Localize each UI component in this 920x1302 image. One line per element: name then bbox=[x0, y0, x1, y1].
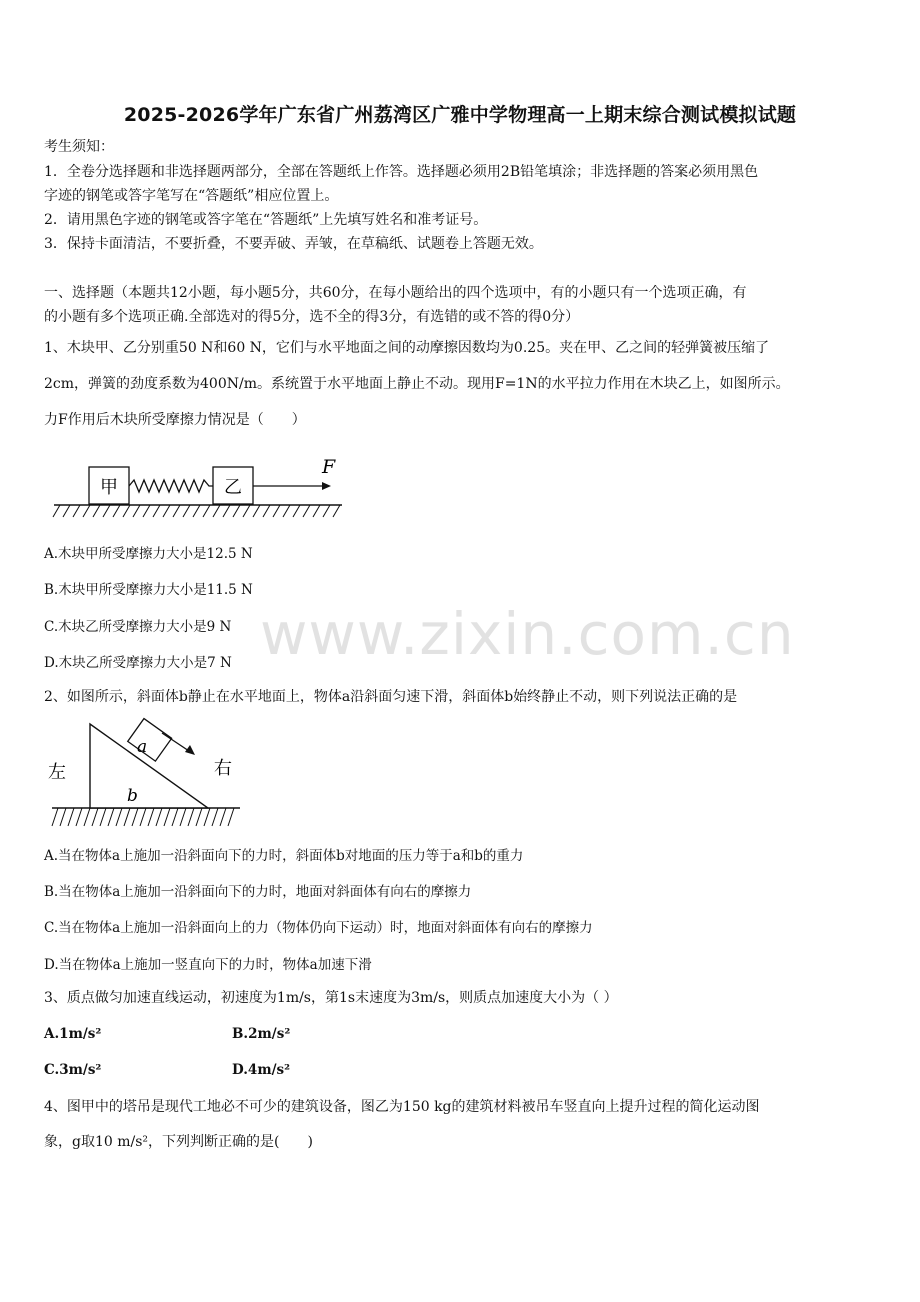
q4-stem-line-1: 4、图甲中的塔吊是现代工地必不可少的建筑设备，图乙为150 kg的建筑材料被吊车竖直向上提升过程的简化运动图 bbox=[44, 1099, 760, 1115]
q3-option-d: D.4m/s² bbox=[232, 1062, 291, 1078]
q2-option-c: C.当在物体a上施加一沿斜面向上的力（物体仍向下运动）时，地面对斜面体有向右的摩擦力 bbox=[44, 920, 593, 936]
right-label: 右 bbox=[214, 758, 232, 779]
watermark: www.zixin.com.cn bbox=[260, 600, 795, 668]
q4-stem-line-2: 象，g取10 m/s²，下列判断正确的是( ) bbox=[44, 1134, 313, 1150]
notice-item-1-cont: 字迹的钢笔或答字笔写在“答题纸”相应位置上。 bbox=[44, 188, 339, 204]
section-heading-line-2: 的小题有多个选项正确.全部选对的得5分，选不全的得3分，有选错的或不答的得0分） bbox=[44, 309, 580, 325]
notice-item-1: 1．全卷分选择题和非选择题两部分，全部在答题纸上作答。选择题必须用2B铅笔填涂；非选择题的答案必须用黑色 bbox=[44, 164, 759, 180]
left-label: 左 bbox=[48, 762, 66, 783]
section-heading-line-1: 一、选择题（本题共12小题，每小题5分，共60分，在每小题给出的四个选项中，有的小题只有一个选项正确，有 bbox=[44, 285, 747, 301]
motion-arrow-head bbox=[185, 745, 195, 755]
block-jia-label: 甲 bbox=[100, 477, 118, 498]
block-yi-label: 乙 bbox=[224, 477, 242, 498]
q2-stem-line-1: 2、如图所示，斜面体b静止在水平地面上，物体a沿斜面匀速下滑，斜面体b始终静止不动，则下列说法正确的是 bbox=[44, 689, 738, 705]
q2-option-d: D.当在物体a上施加一竖直向下的力时，物体a加速下滑 bbox=[44, 957, 372, 973]
q1-stem-line-1: 1、木块甲、乙分别重50 N和60 N，它们与水平地面之间的动摩擦因数均为0.25。夹在甲、乙之间的轻弹簧被压缩了 bbox=[44, 340, 770, 356]
q2-option-b: B.当在物体a上施加一沿斜面向下的力时，地面对斜面体有向右的摩擦力 bbox=[44, 884, 472, 900]
q3-option-b: B.2m/s² bbox=[232, 1026, 291, 1042]
block-a-label: a bbox=[137, 737, 148, 757]
notice-item-3: 3．保持卡面清洁，不要折叠，不要弄破、弄皱，在草稿纸、试题卷上答题无效。 bbox=[44, 236, 543, 252]
force-label: F bbox=[322, 456, 336, 478]
q1-stem-line-2: 2cm，弹簧的劲度系数为400N/m。系统置于水平地面上静止不动。现用F=1N的水平拉力作用在木块乙上，如图所示。 bbox=[44, 376, 790, 392]
notice-heading: 考生须知： bbox=[44, 139, 114, 155]
q1-option-a: A.木块甲所受摩擦力大小是12.5 N bbox=[44, 546, 253, 562]
q2-figure-incline bbox=[44, 716, 244, 831]
q1-option-b: B.木块甲所受摩擦力大小是11.5 N bbox=[44, 582, 253, 598]
q2-option-a: A.当在物体a上施加一沿斜面向下的力时，斜面体b对地面的压力等于a和b的重力 bbox=[44, 848, 524, 864]
wedge-b-label: b bbox=[127, 786, 138, 806]
q1-stem-line-3: 力F作用后木块所受摩擦力情况是（ ） bbox=[44, 412, 306, 428]
q1-option-d: D.木块乙所受摩擦力大小是7 N bbox=[44, 655, 232, 671]
force-arrow-head bbox=[322, 482, 331, 490]
notice-item-2: 2．请用黑色字迹的钢笔或答字笔在“答题纸”上先填写姓名和准考证号。 bbox=[44, 212, 488, 228]
q3-option-a: A.1m/s² bbox=[44, 1026, 102, 1042]
spring bbox=[129, 480, 213, 492]
page-title: 2025-2026学年广东省广州荔湾区广雅中学物理高一上期末综合测试模拟试题 bbox=[123, 104, 797, 126]
q3-stem: 3、质点做匀加速直线运动，初速度为1m/s，第1s末速度为3m/s，则质点加速度大小为（ ） bbox=[44, 990, 618, 1006]
q1-figure-spring-blocks bbox=[50, 455, 350, 523]
q3-option-c: C.3m/s² bbox=[44, 1062, 102, 1078]
q1-option-c: C.木块乙所受摩擦力大小是9 N bbox=[44, 619, 232, 635]
